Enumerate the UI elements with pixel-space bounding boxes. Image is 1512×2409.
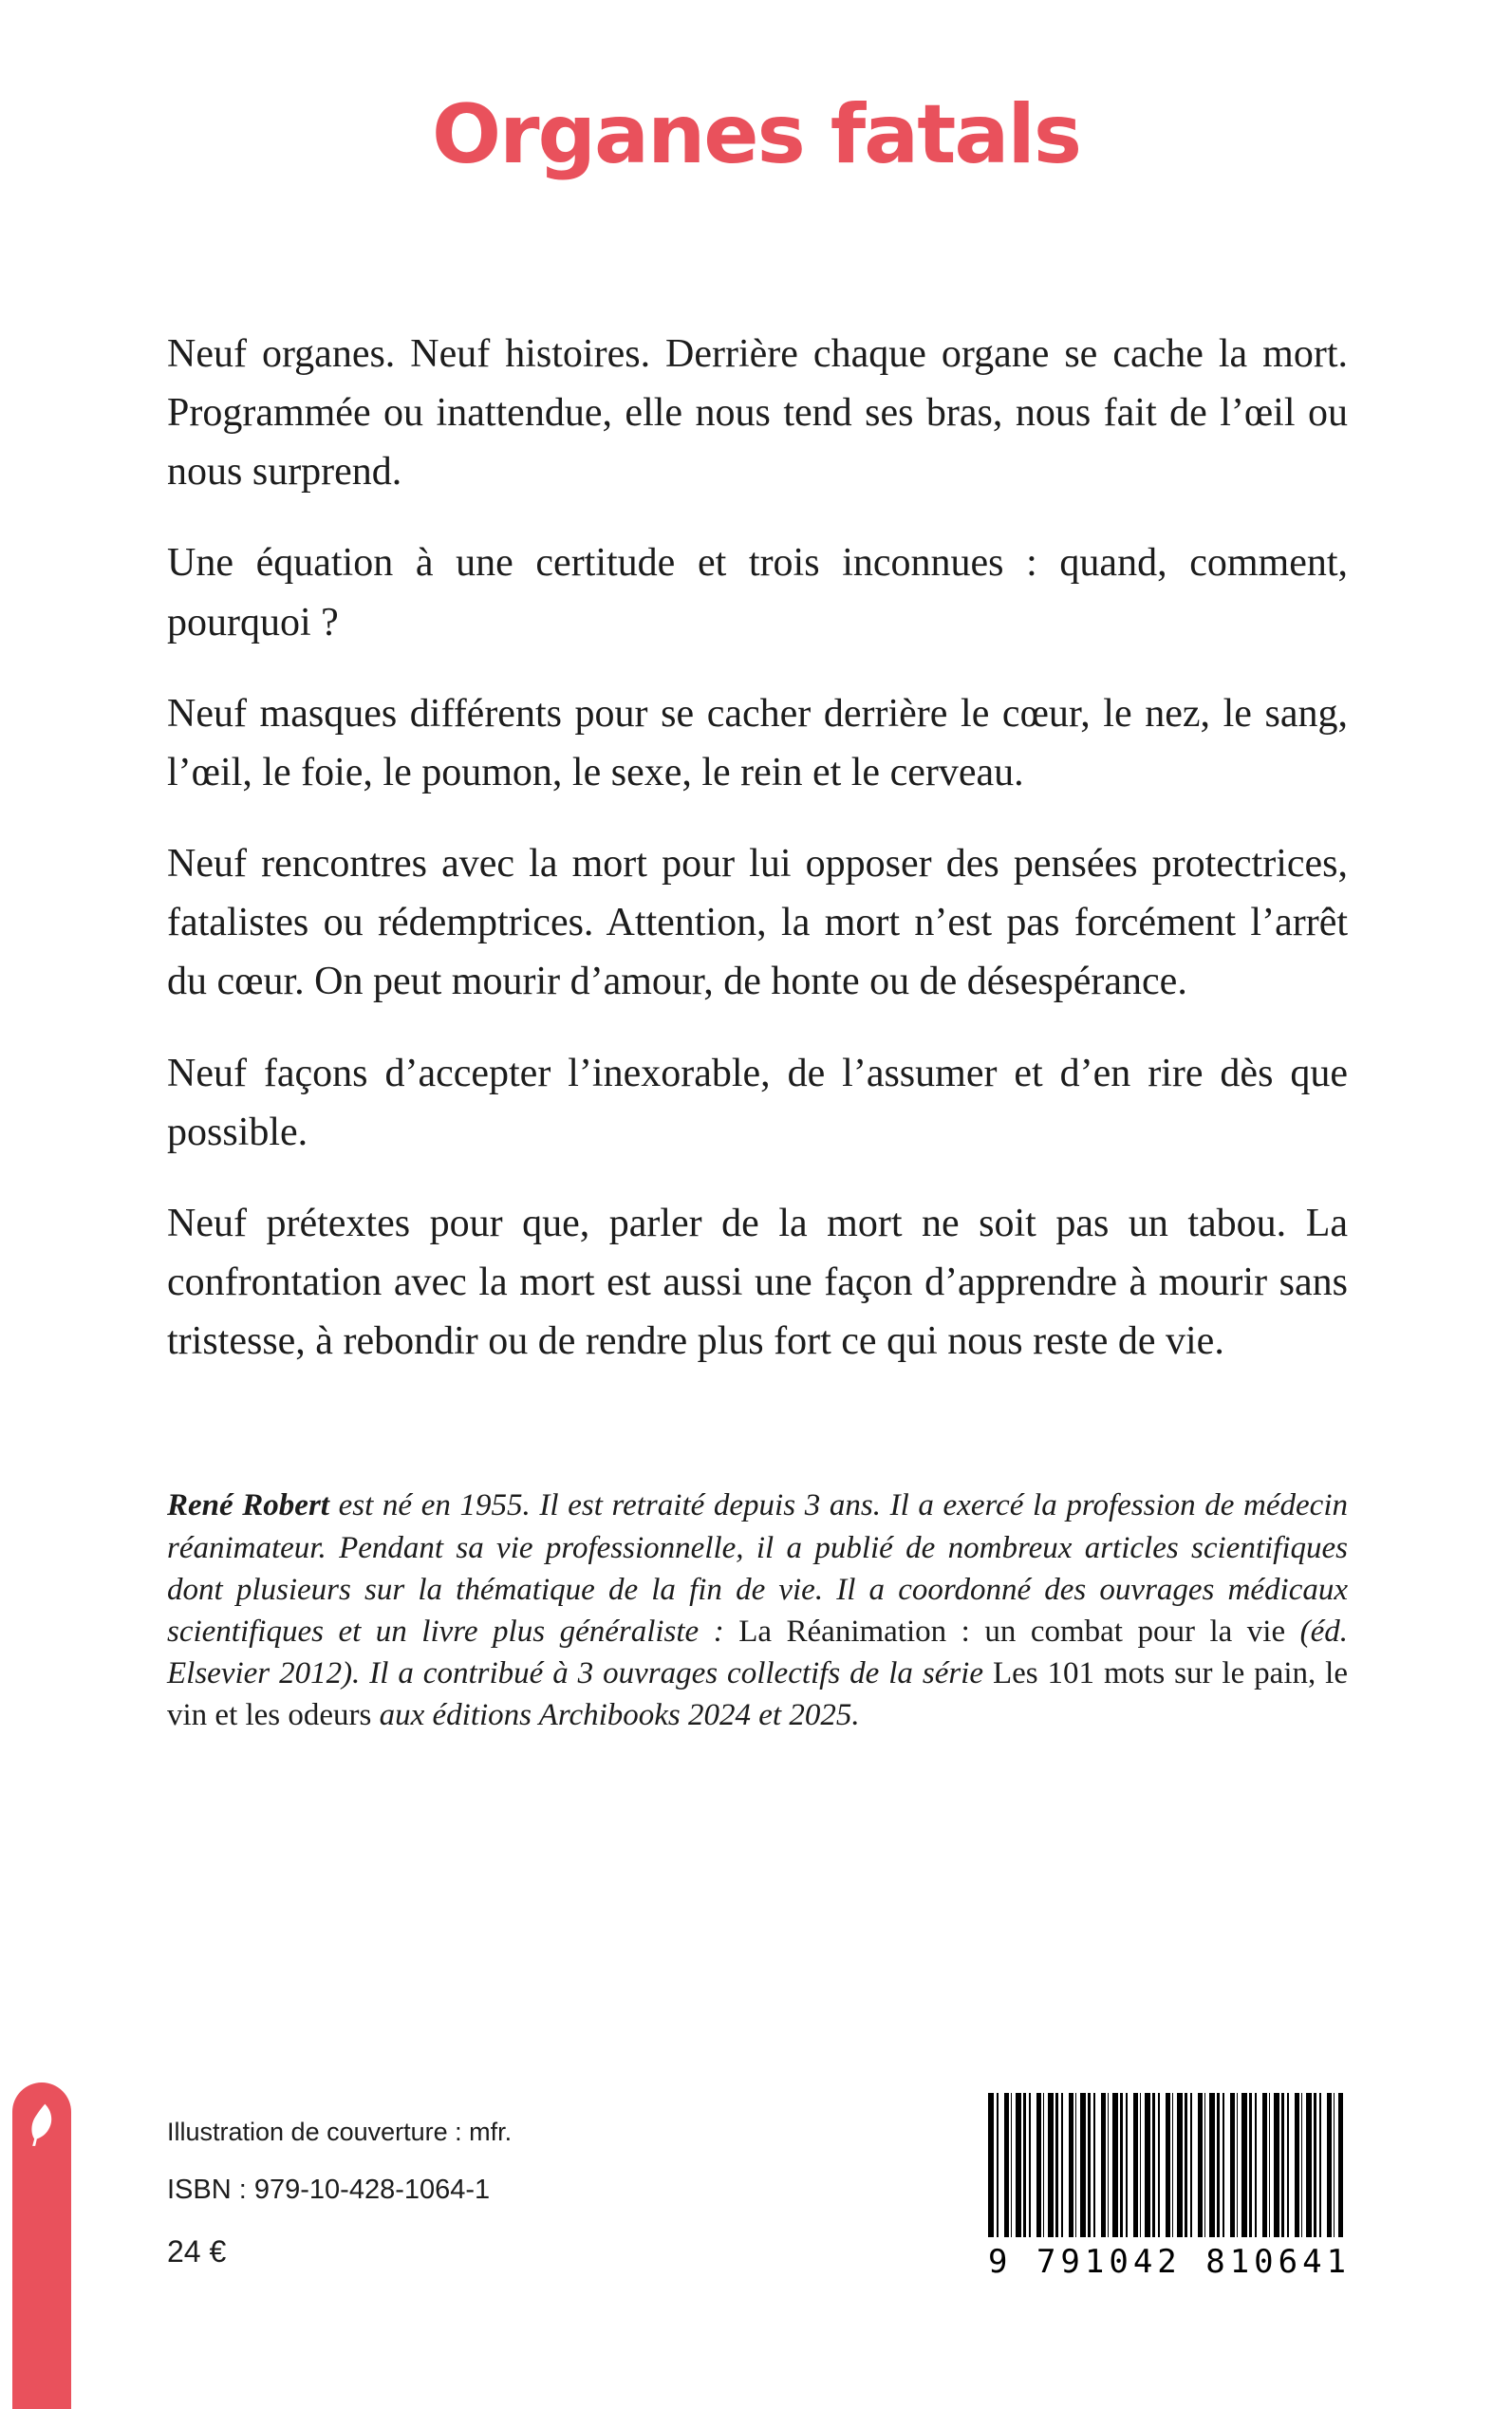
bio-text: est né en 1955. Il est retraité depuis 3 ans. Il a exercé la profession de médecin réanimateur. Pendant sa vie professionnelle, il a publié de nombreux articles scientifiques dont plusieurs sur la thématique de la fin de vie. Il a coordonné des ouvrages médicaux scientifiques et un livre plus généraliste : xyxy=(167,1488,1348,1649)
synopsis-paragraph: Une équation à une certitude et trois inconnues : quand, comment, pourquoi ? xyxy=(167,541,1348,644)
synopsis xyxy=(167,325,1348,1371)
bio-text: (éd. Elsevier 2012). Il a contribué à 3 ouvrages collectifs de la série xyxy=(167,1615,1348,1691)
author-bio xyxy=(167,1485,1348,1736)
synopsis-paragraph: Neuf organes. Neuf histoires. Derrière chaque organe se cache la mort. Programmée ou inattendue, elle nous tend ses bras, nous fait de l’œil ou nous surprend. xyxy=(167,332,1348,495)
author-name: René Robert xyxy=(167,1488,329,1523)
synopsis-paragraph: Neuf rencontres avec la mort pour lui opposer des pensées protectrices, fatalistes ou rédemptrices. Attention, la mort n’est pas forcément l’arrêt du cœur. On peut mourir d’amour, de honte ou de désespérance. xyxy=(167,842,1348,1004)
bio-text: aux éditions Archibooks 2024 et 2025. xyxy=(371,1698,860,1733)
barcode xyxy=(988,2093,1352,2281)
bio-book-title: La Réanimation : un combat pour la vie xyxy=(738,1615,1286,1649)
book-title: Organes fatals xyxy=(431,87,1081,182)
isbn: ISBN : 979-10-428-1064-1 xyxy=(167,2175,491,2206)
footer-credits xyxy=(167,2117,512,2297)
synopsis-paragraph: Neuf façons d’accepter l’inexorable, de l’assumer et d’en rire dès que possible. xyxy=(167,1051,1348,1154)
price: 24 € xyxy=(167,2234,227,2269)
feather-icon xyxy=(23,2101,61,2151)
illustration-credit: Illustration de couverture : mfr. xyxy=(167,2118,513,2146)
bio-series-title: Les 101 mots sur le pain, le vin et les odeurs xyxy=(167,1656,1348,1733)
barcode-number: 9 791042 810641 xyxy=(988,2243,1352,2281)
synopsis-paragraph: Neuf masques différents pour se cacher derrière le cœur, le nez, le sang, l’œil, le foie, le poumon, le sexe, le rein et le cerveau. xyxy=(167,691,1348,794)
publisher-logo-bar xyxy=(12,2082,71,2409)
synopsis-paragraph: Neuf prétextes pour que, parler de la mort ne soit pas un tabou. La confrontation avec la mort est aussi une façon d’apprendre à mourir sans tristesse, à rebondir ou de rendre plus fort ce qui nous reste de vie. xyxy=(167,1201,1348,1364)
barcode-bars xyxy=(988,2093,1343,2237)
